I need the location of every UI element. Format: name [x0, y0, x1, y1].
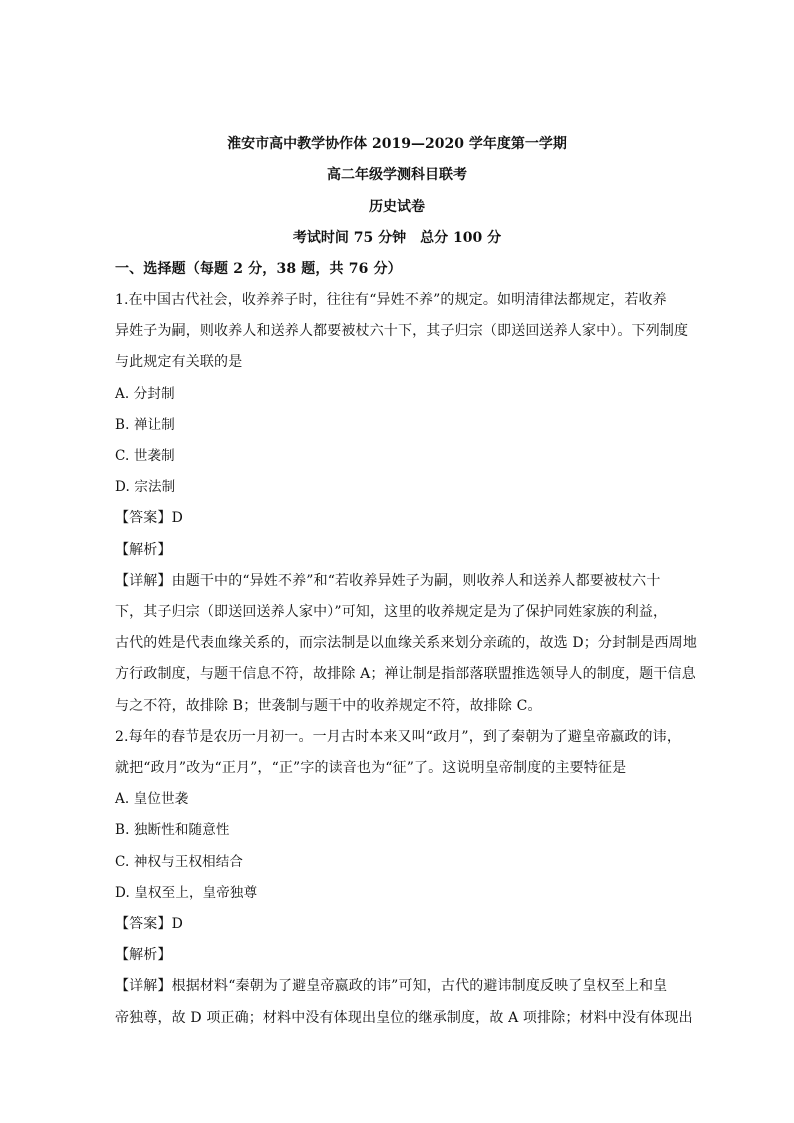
q1-option-d: D. 宗法制 — [115, 479, 176, 495]
q1-answer: 【答案】D — [115, 510, 183, 526]
q1-detail-line-5: 与之不符，故排除 B；世袭制与题干中的收养规定不符，故排除 C。 — [115, 698, 542, 714]
q2-option-b: B. 独断性和随意性 — [115, 822, 230, 838]
q1-option-b: B. 禅让制 — [115, 417, 175, 433]
q1-stem-line-3: 与此规定有关联的是 — [115, 354, 243, 370]
q2-detail-line-1: 【详解】根据材料“秦朝为了避皇帝嬴政的讳”可知，古代的避讳制度反映了皇权至上和皇 — [115, 978, 668, 994]
q1-analysis-label: 【解析】 — [115, 542, 172, 558]
q1-stem-line-1: 1.在中国古代社会，收养养子时，往往有“异姓不养”的规定。如明清律法都规定，若收养 — [115, 292, 667, 308]
exam-title-line-1: 淮安市高中教学协作体 2019—2020 学年度第一学期 — [227, 136, 567, 152]
q2-analysis-label: 【解析】 — [115, 947, 172, 963]
q2-option-a: A. 皇位世袭 — [115, 791, 189, 807]
exam-time-score: 考试时间 75 分钟 总分 100 分 — [292, 230, 502, 246]
q2-detail-line-2: 帝独尊，故 D 项正确；材料中没有体现出皇位的继承制度，故 A 项排除；材料中没有体现出 — [115, 1010, 693, 1026]
section-title: 一、选择题（每题 2 分，38 题，共 76 分） — [115, 261, 402, 277]
q1-option-a: A. 分封制 — [115, 386, 175, 402]
q1-detail-line-2: 下，其子归宗（即送回送养人家中）”可知，这里的收养规定是为了保护同姓家族的利益， — [115, 604, 668, 620]
q2-option-d: D. 皇权至上，皇帝独尊 — [115, 885, 258, 901]
exam-subject-title: 历史试卷 — [369, 199, 425, 215]
q1-stem-line-2: 异姓子为嗣，则收养人和送养人都要被杖六十下，其子归宗（即送回送养人家中）。下列制度 — [115, 323, 689, 339]
exam-title-line-2: 高二年级学测科目联考 — [327, 167, 467, 183]
q2-option-c: C. 神权与王权相结合 — [115, 854, 244, 870]
q1-option-c: C. 世袭制 — [115, 448, 175, 464]
q1-detail-line-3: 古代的姓是代表血缘关系的，而宗法制是以血缘关系来划分亲疏的，故选 D；分封制是西周地 — [115, 635, 697, 651]
q1-detail-line-1: 【详解】由题干中的“异姓不养”和“若收养异姓子为嗣，则收养人和送养人都要被杖六十 — [115, 573, 661, 589]
q2-stem-line-1: 2.每年的春节是农历一月初一。一月古时本来又叫“政月”，到了秦朝为了避皇帝嬴政的讳， — [115, 729, 681, 745]
q1-detail-line-4: 方行政制度，与题干信息不符，故排除 A；禅让制是指部落联盟推选领导人的制度，题干信息 — [115, 666, 696, 682]
q2-answer: 【答案】D — [115, 916, 183, 932]
q2-stem-line-2: 就把“政月”改为“正月”，“正”字的读音也为“征”了。这说明皇帝制度的主要特征是 — [115, 760, 627, 776]
